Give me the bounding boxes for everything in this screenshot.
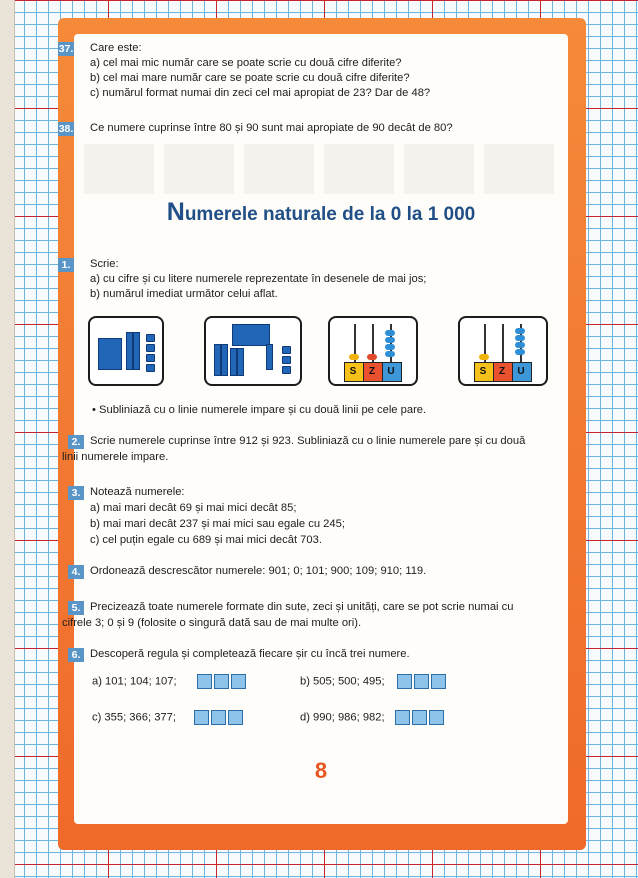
answer-box[interactable] (414, 674, 429, 689)
page-number: 8 (314, 758, 328, 783)
faded-background-figures (84, 144, 558, 194)
unit-cube (146, 344, 155, 352)
sequence-text: c) 355; 366; 377; (92, 711, 176, 724)
exercise-line: Scrie: (90, 258, 119, 270)
answer-box[interactable] (231, 674, 246, 689)
ten-rod (133, 332, 140, 370)
exercise-line: • Subliniază cu o linie numerele impare și cu două linii pe cele pare. (92, 404, 427, 416)
blocks-picture-2 (204, 316, 302, 386)
blocks-picture-1 (88, 316, 164, 386)
exercise-line: b) mai mari decât 237 și mai mici sau egale cu 245; (90, 518, 345, 530)
exercise-number: 1. (58, 258, 74, 272)
hundred-block (232, 324, 270, 346)
abacus-base-units: U (382, 362, 402, 382)
answer-box[interactable] (211, 710, 226, 725)
abacus-picture-2 (458, 316, 548, 386)
exercise-number: 38. (58, 123, 74, 135)
answer-box[interactable] (431, 674, 446, 689)
abacus-base-tens: Z (363, 362, 383, 382)
abacus-bead (385, 330, 395, 336)
exercise-number: 2. (68, 435, 84, 449)
exercise-number: 4. (68, 565, 84, 579)
abacus-bead (479, 354, 489, 360)
hundred-block (98, 338, 122, 370)
answer-box[interactable] (395, 710, 410, 725)
ten-rod (221, 344, 228, 376)
abacus-base-hundreds: S (474, 362, 494, 382)
exercise-line: b) cel mai mare număr care se poate scrie cu două cifre diferite? (90, 72, 410, 84)
ten-rod (214, 344, 221, 376)
sequence-text: b) 505; 500; 495; (300, 675, 385, 688)
exercise-line: a) cel mai mic număr care se poate scrie cu două cifre diferite? (90, 57, 402, 69)
abacus-bead (367, 354, 377, 360)
answer-box[interactable] (214, 674, 229, 689)
ten-rod (237, 348, 244, 376)
exercise-number: 37. (58, 43, 74, 55)
sequence-c (92, 710, 245, 725)
sequence-text: d) 990; 986; 982; (300, 711, 385, 724)
abacus-bead (515, 328, 525, 334)
exercise-line: linii numerele impare. (62, 451, 169, 463)
abacus-picture-1 (328, 316, 418, 386)
unit-cube (282, 346, 291, 354)
abacus-bead (515, 342, 525, 348)
ten-rod (126, 332, 133, 370)
exercise-line: Ce numere cuprinse între 80 și 90 sunt mai apropiate de 90 decât de 80? (90, 122, 453, 134)
exercise-line: b) numărul imediat următor celui aflat. (90, 288, 278, 300)
exercise-line: Notează numerele: (90, 486, 185, 498)
exercise-line: a) mai mari decât 69 și mai mici decât 85; (90, 502, 297, 514)
exercise-line: a) cu cifre și cu litere numerele reprezentate în desenele de mai jos; (90, 273, 427, 285)
exercise-line: Precizează toate numerele formate din sute, zeci și unități, care se pot scrie numai cu (90, 601, 514, 613)
sequence-b (300, 674, 448, 689)
exercise-line: Care este: (90, 42, 142, 54)
unit-cube (146, 334, 155, 342)
sequence-a (92, 674, 248, 689)
exercise-number: 5. (68, 601, 84, 615)
abacus-rod (502, 324, 504, 362)
abacus-bead (385, 344, 395, 350)
ten-rod (266, 344, 273, 370)
chapter-title-rest: umerele naturale de la 0 la 1 000 (184, 204, 476, 225)
ten-rod (230, 348, 237, 376)
chapter-title-initial: N (166, 198, 185, 226)
book-spine (0, 0, 15, 878)
answer-box[interactable] (228, 710, 243, 725)
exercise-number: 3. (68, 486, 84, 500)
answer-box[interactable] (194, 710, 209, 725)
abacus-bead (349, 354, 359, 360)
abacus-base-units: U (512, 362, 532, 382)
chapter-title (74, 198, 568, 227)
abacus-bead (515, 349, 525, 355)
answer-box[interactable] (397, 674, 412, 689)
abacus-bead (385, 351, 395, 357)
sequence-text: a) 101; 104; 107; (92, 675, 177, 688)
answer-box[interactable] (429, 710, 444, 725)
abacus-base-hundreds: S (344, 362, 364, 382)
abacus-bead (385, 337, 395, 343)
unit-cube (146, 354, 155, 362)
exercise-line: cifrele 3; 0 și 9 (folosite o singură dată sau de mai multe ori). (62, 617, 362, 629)
answer-box[interactable] (412, 710, 427, 725)
textbook-page (58, 34, 568, 824)
answer-box[interactable] (197, 674, 212, 689)
abacus-bead (515, 335, 525, 341)
unit-cube (146, 364, 155, 372)
exercise-line: Scrie numerele cuprinse între 912 și 923. Subliniază cu o linie numerele pare și cu două (90, 435, 526, 447)
exercise-line: c) cel puțin egale cu 689 și mai mici decât 703. (90, 534, 322, 546)
exercise-number: 6. (68, 648, 84, 662)
exercise-line: Ordonează descrescător numerele: 901; 0; 101; 900; 109; 910; 119. (90, 565, 427, 577)
unit-cube (282, 366, 291, 374)
sequence-d (300, 710, 446, 725)
exercise-line: c) numărul format numai din zeci cel mai apropiat de 23? Dar de 48? (90, 87, 431, 99)
unit-cube (282, 356, 291, 364)
abacus-base-tens: Z (493, 362, 513, 382)
exercise-line: Descoperă regula și completează fiecare șir cu încă trei numere. (90, 648, 410, 660)
